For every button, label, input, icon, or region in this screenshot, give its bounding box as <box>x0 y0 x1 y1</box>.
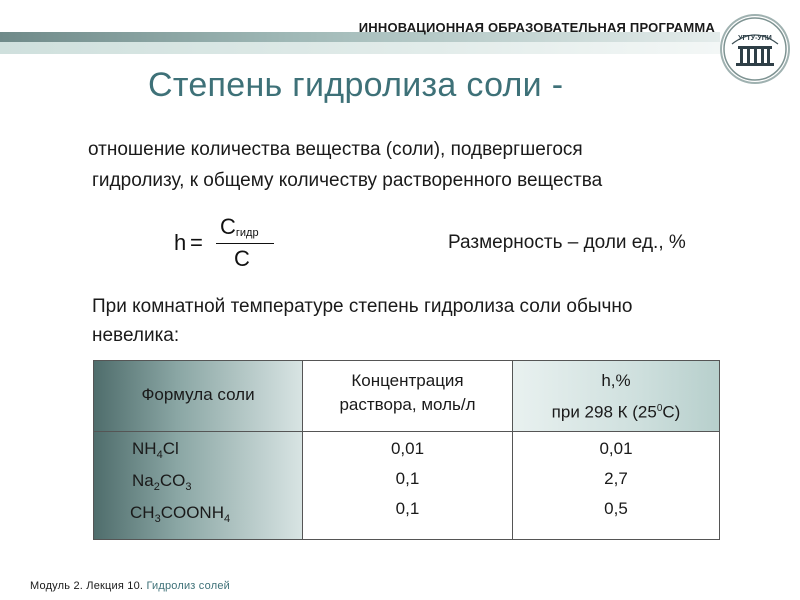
header-h-pre: при 298 К (25 <box>551 402 657 422</box>
slide-title: Степень гидролиза соли - <box>148 66 564 104</box>
formula-numerator-symbol: C <box>220 214 236 239</box>
row-3-formula-sub-1: 3 <box>154 513 161 525</box>
row-1-concentration: 0,01 <box>390 439 425 458</box>
row-2-formula <box>132 471 191 493</box>
row-2-formula-b: CO <box>159 471 186 490</box>
formula-numerator-subscript: гидр <box>235 227 259 239</box>
row-3-formula-sub-2: 4 <box>223 513 231 525</box>
dimension-text: Размерность – доли ед., % <box>448 232 686 253</box>
row-1-formula-a: NH <box>132 439 157 458</box>
row-3-formula <box>130 503 230 525</box>
hydrolysis-table <box>93 360 720 540</box>
definition-line-1: отношение количества вещества (соли), подвергшегося <box>88 139 583 160</box>
row-2-formula-a: Na <box>132 471 154 490</box>
header-h-line-2 <box>513 397 719 425</box>
row-1-h: 0,01 <box>599 439 633 458</box>
header-h-line-1: h,% <box>601 371 631 390</box>
definition-line-2: гидролизу, к общему количеству растворенного вещества <box>92 170 603 191</box>
row-2-formula-sub-1: 2 <box>153 481 160 493</box>
formula-lhs: h <box>174 230 187 255</box>
header-concentration-line-2: раствора, моль/л <box>339 395 476 414</box>
header-band <box>0 0 800 60</box>
header-formula: Формула соли <box>141 385 255 404</box>
footer-topic: Гидролиз солей <box>146 580 230 592</box>
header-concentration <box>303 369 512 417</box>
row-2-h: 2,7 <box>604 469 628 488</box>
table-header-divider <box>94 431 719 432</box>
row-3-formula-a: CH <box>130 503 155 522</box>
header-h <box>513 369 719 425</box>
footer-prefix: Модуль 2. Лекция 10. <box>30 580 147 592</box>
fraction-bar <box>216 243 274 244</box>
formula-denominator: C <box>234 246 250 271</box>
definition-text <box>88 134 728 196</box>
header-h-post: С) <box>662 402 681 422</box>
row-3-h: 0,5 <box>604 499 628 518</box>
formula-numerator <box>220 214 259 240</box>
row-3-formula-b: COONH <box>160 503 224 522</box>
note-text <box>92 292 742 350</box>
row-3-concentration: 0,1 <box>395 499 420 518</box>
row-2-concentration: 0,1 <box>395 469 420 488</box>
formula-equals: = <box>190 230 203 255</box>
row-1-formula <box>132 439 179 461</box>
row-1-formula-sub-1: 4 <box>156 449 163 461</box>
header-h-sup: 0 <box>656 403 663 414</box>
note-line-2: невелика: <box>92 325 180 346</box>
row-1-formula-b: Cl <box>162 439 179 458</box>
logo-text: УГТУ-УПИ <box>738 35 772 42</box>
header-stripe-light <box>0 42 720 54</box>
university-logo <box>720 14 790 84</box>
row-2-formula-sub-2: 3 <box>185 481 192 493</box>
program-title: ИННОВАЦИОННАЯ ОБРАЗОВАТЕЛЬНАЯ ПРОГРАММА <box>358 20 715 35</box>
footer <box>30 580 230 592</box>
header-concentration-line-1: Концентрация <box>351 371 464 390</box>
note-line-1: При комнатной температуре степень гидролиза соли обычно <box>92 296 633 317</box>
hydrolysis-formula <box>174 210 284 270</box>
